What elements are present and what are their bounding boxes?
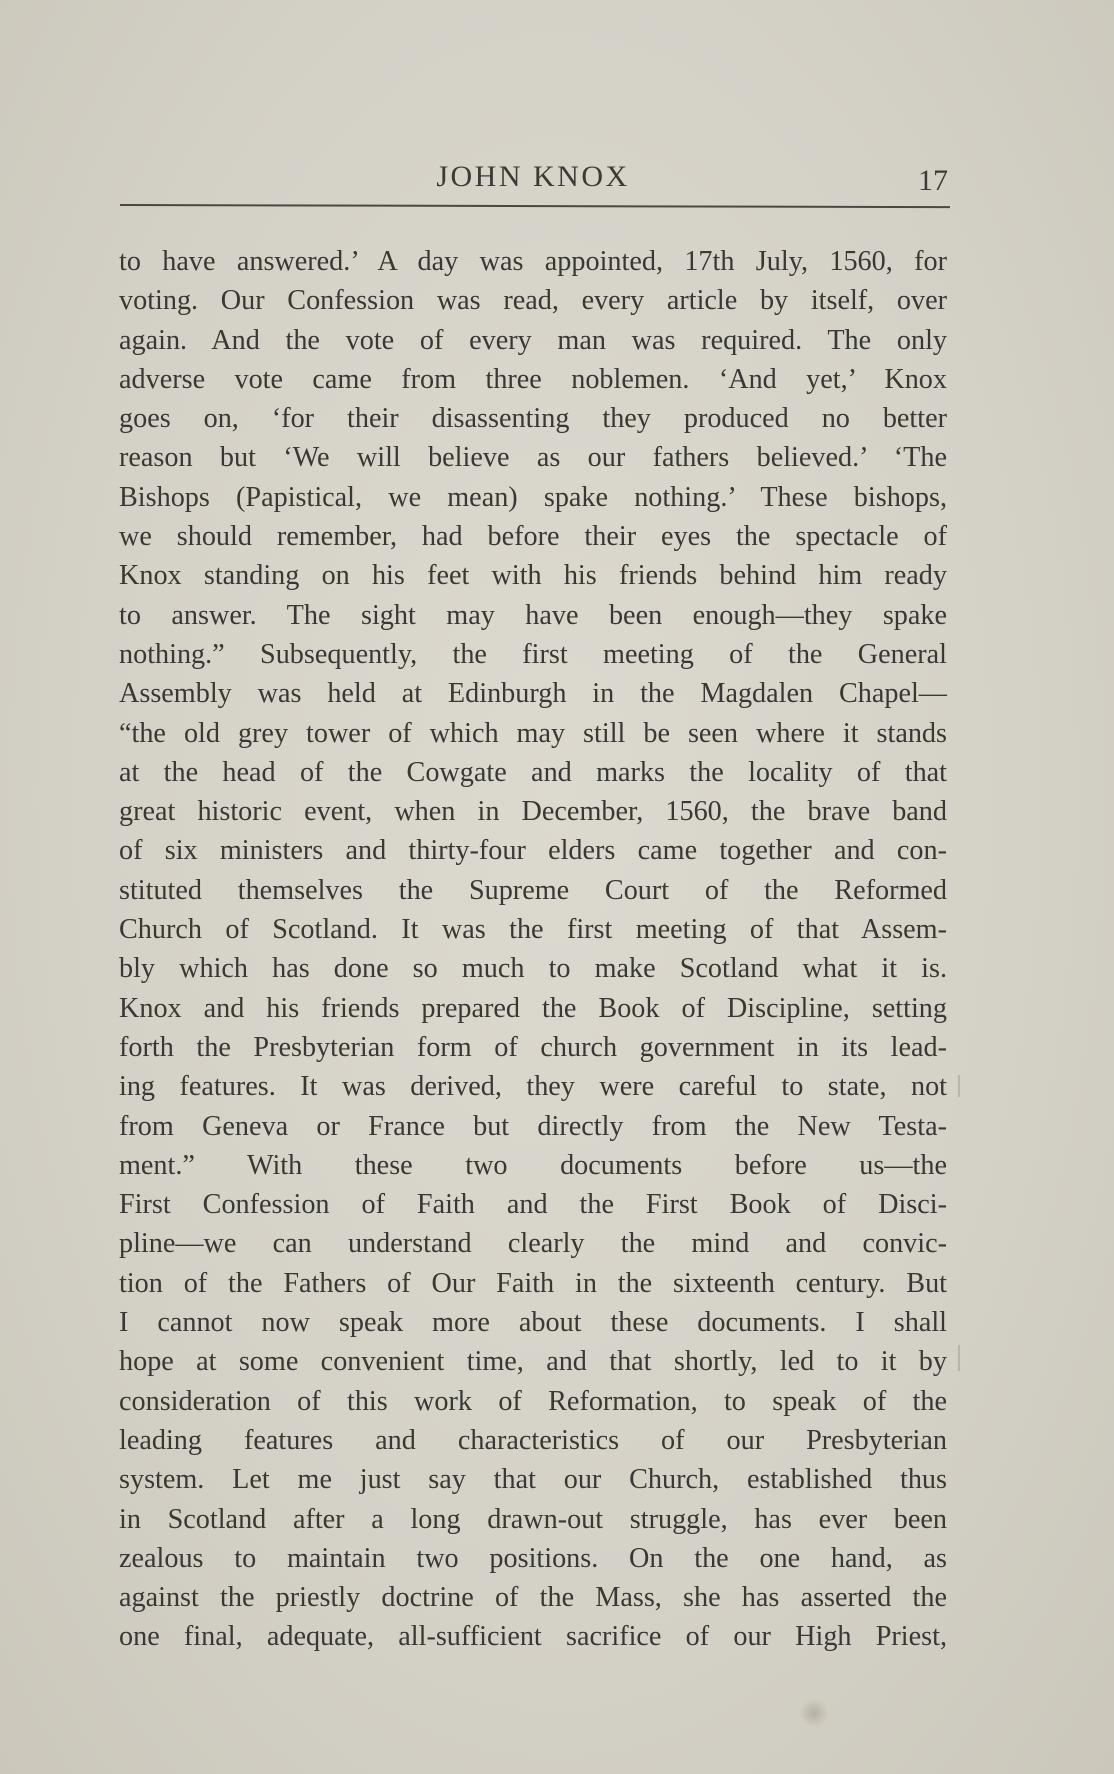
text-line: Bishops (Papistical, we mean) spake nothing.’ These bishops, — [119, 481, 947, 513]
running-title: JOHN KNOX — [436, 160, 630, 193]
text-line: voting. Our Confession was read, every article by itself, over — [119, 285, 947, 317]
text-line: again. And the vote of every man was required. The only — [119, 324, 947, 356]
text-line: adverse vote came from three noblemen. ‘And yet,’ Knox — [119, 363, 947, 395]
text-line: from Geneva or France but directly from the New Testa- — [119, 1110, 947, 1142]
page-number: 17 — [918, 164, 948, 197]
text-line: of six ministers and thirty-four elders came together and con- — [119, 835, 947, 867]
text-line: stituted themselves the Supreme Court of the Reformed — [119, 874, 947, 906]
text-line: Knox and his friends prepared the Book of Discipline, setting — [119, 992, 947, 1024]
text-line: Assembly was held at Edinburgh in the Magdalen Chapel— — [119, 678, 947, 710]
text-line: leading features and characteristics of our Presbyterian — [119, 1424, 947, 1456]
text-line: in Scotland after a long drawn-out struggle, has ever been — [119, 1503, 947, 1535]
page-edge-mark — [958, 1075, 960, 1097]
text-line: to answer. The sight may have been enough—they spake — [119, 599, 947, 631]
page-edge-mark — [958, 1345, 960, 1371]
text-line: zealous to maintain two positions. On the one hand, as — [119, 1542, 947, 1574]
text-line: nothing.” Subsequently, the first meeting of the General — [119, 638, 947, 670]
text-line: ing features. It was derived, they were careful to state, not — [119, 1071, 947, 1103]
page-smudge — [800, 1700, 828, 1726]
text-line: system. Let me just say that our Church, established thus — [119, 1464, 947, 1496]
text-line: forth the Presbyterian form of church government in its lead- — [119, 1031, 947, 1063]
text-line: reason but ‘We will believe as our fathers believed.’ ‘The — [119, 442, 947, 474]
text-line: I cannot now speak more about these documents. I shall — [119, 1307, 947, 1339]
text-line: Knox standing on his feet with his friends behind him ready — [119, 560, 947, 592]
body-text — [119, 242, 947, 1657]
text-line: hope at some convenient time, and that shortly, led to it by — [119, 1346, 947, 1378]
text-line: First Confession of Faith and the First Book of Disci- — [119, 1189, 947, 1221]
text-line: to have answered.’ A day was appointed, 17th July, 1560, for — [119, 246, 947, 277]
text-line: goes on, ‘for their disassenting they produced no better — [119, 403, 947, 435]
running-head — [118, 160, 948, 200]
text-line: we should remember, had before their eyes the spectacle of — [119, 521, 947, 553]
text-line: consideration of this work of Reformation, to speak of the — [119, 1385, 947, 1417]
text-line: great historic event, when in December, 1560, the brave band — [119, 796, 947, 828]
text-line: one final, adequate, all-sufficient sacrifice of our High Priest, — [119, 1621, 947, 1653]
text-line: at the head of the Cowgate and marks the locality of that — [119, 756, 947, 788]
text-line: tion of the Fathers of Our Faith in the sixteenth century. But — [119, 1267, 947, 1299]
text-line: against the priestly doctrine of the Mass, she has asserted the — [119, 1582, 947, 1614]
text-line: ment.” With these two documents before us—the — [119, 1149, 947, 1181]
header-rule — [120, 204, 950, 208]
text-line: Church of Scotland. It was the first meeting of that Assem- — [119, 914, 947, 946]
text-line: bly which has done so much to make Scotland what it is. — [119, 953, 947, 985]
text-line: “the old grey tower of which may still be seen where it stands — [119, 717, 947, 749]
text-line: pline—we can understand clearly the mind and convic- — [119, 1228, 947, 1260]
